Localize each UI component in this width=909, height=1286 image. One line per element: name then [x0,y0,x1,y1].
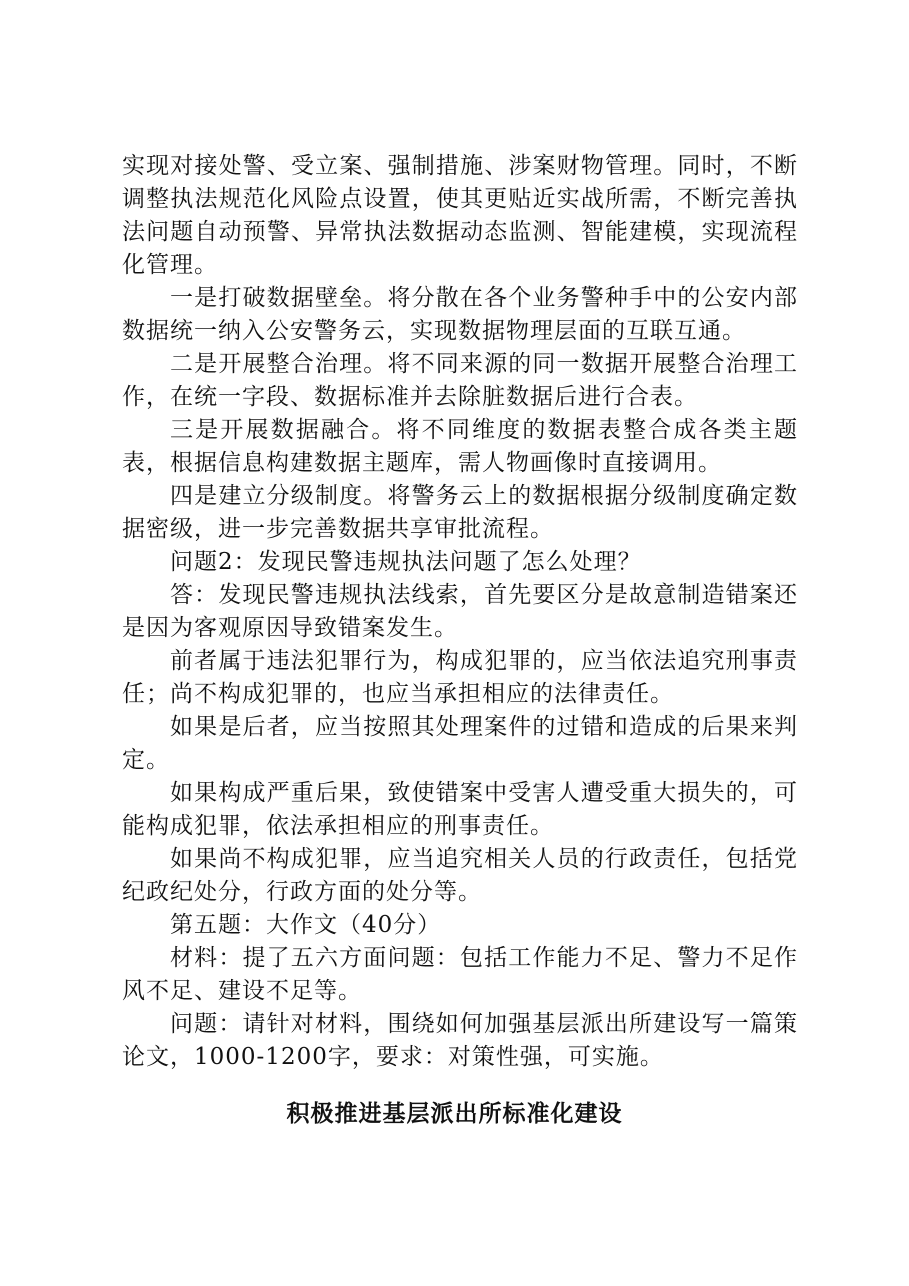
paragraph-data-fusion: 三是开展数据融合。将不同维度的数据表整合成各类主题表，根据信息构建数据主题库，需人物画像时直接调用。 [122,417,798,476]
paragraph-former-case: 前者属于违法犯罪行为，构成犯罪的，应当依法追究刑事责任；尚不构成犯罪的，也应当承担相应的法律责任。 [122,648,798,707]
paragraph-serious-consequence: 如果构成严重后果，致使错案中受害人遭受重大损失的，可能构成犯罪，依法承担相应的刑事责任。 [122,780,798,839]
body-text [122,150,798,1074]
paragraph-data-governance: 二是开展整合治理。将不同来源的同一数据开展整合治理工作，在统一字段、数据标准并去除脏数据后进行合表。 [122,351,798,410]
paragraph-administrative: 如果尚不构成犯罪，应当追究相关人员的行政责任，包括党纪政纪处分，行政方面的处分等。 [122,846,798,905]
answer-2: 答：发现民警违规执法线索，首先要区分是故意制造错案还是因为客观原因导致错案发生。 [122,582,798,641]
question-5-prompt: 问题：请针对材料，围绕如何加强基层派出所建设写一篇策论文，1000-1200字，要求：对策性强，可实施。 [122,1011,798,1070]
paragraph-latter-case: 如果是后者，应当按照其处理案件的过错和造成的后果来判定。 [122,714,798,773]
question-5-title: 第五题：大作文（40分） [170,912,442,938]
paragraph-continuation: 实现对接处警、受立案、强制措施、涉案财物管理。同时，不断调整执法规范化风险点设置，使其更贴近实战所需，不断完善执法问题自动预警、异常执法数据动态监测、智能建模，实现流程化管理。 [122,153,798,278]
essay-heading: 积极推进基层派出所标准化建设 [286,1101,623,1127]
paragraph-classification: 四是建立分级制度。将警务云上的数据根据分级制度确定数据密级，进一步完善数据共享审批流程。 [122,483,798,542]
question-2: 问题2：发现民警违规执法问题了怎么处理？ [170,549,642,575]
paragraph-data-barrier: 一是打破数据壁垒。将分散在各个业务警种手中的公安内部数据统一纳入公安警务云，实现数据物理层面的互联互通。 [122,285,798,344]
question-5-material: 材料：提了五六方面问题：包括工作能力不足、警力不足作风不足、建设不足等。 [122,945,798,1004]
